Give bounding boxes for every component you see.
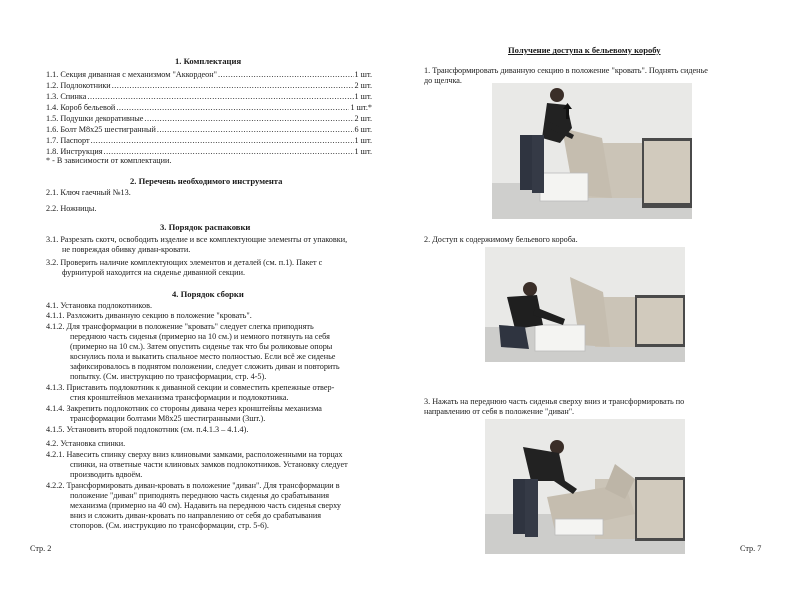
list-item: 1.8. Инструкция ..... 1 шт. xyxy=(46,147,372,157)
photo-step-2 xyxy=(485,247,685,362)
list-item: 1.3. Спинка ..... 1 шт. xyxy=(46,92,372,102)
paragraph: фурнитурой находится на сиденье диванной секции. xyxy=(62,268,245,277)
list-item: 2.1. Ключ гаечный №13. xyxy=(46,188,131,197)
photo-step-3 xyxy=(485,419,685,554)
photo-step-1 xyxy=(492,83,692,219)
step-1-text-cont: до щелчка. xyxy=(424,76,462,85)
paragraph: переднюю часть сиденья (примерно на 10 см.) и немного потянуть на себя xyxy=(70,332,330,341)
paragraph: 4.2.1. Навесить спинку сверху вниз клиновыми замками, расположенными на торцах xyxy=(46,450,343,459)
list-item: 1.1. Секция диванная с механизмом "Аккордеон" ..... 1 шт. xyxy=(46,70,372,80)
paragraph: попытку. (См. инструкцию по трансформации, стр. 4-5). xyxy=(70,372,267,381)
step-1-text: 1. Трансформировать диванную секцию в положение "кровать". Поднять сиденье xyxy=(424,66,708,75)
list-item: 1.2. Подлокотники ..... 2 шт. xyxy=(46,81,372,91)
paragraph: 4.1. Установка подлокотников. xyxy=(46,301,153,310)
step-3-text: 3. Нажать на переднюю часть сиденья сверху вниз и трансформировать по xyxy=(424,397,685,406)
right-page xyxy=(400,0,800,600)
section-4-title: 4. Порядок сборки xyxy=(172,289,244,299)
section-3-title: 3. Порядок распаковки xyxy=(160,222,251,232)
paragraph: коснулись пола и выкатить спальное место полностью. Если всё же сиденье xyxy=(70,352,336,361)
paragraph: стия кронштейнов механизма трансформации и подлокотника. xyxy=(70,393,289,402)
paragraph: 4.1.3. Приставить подлокотник к диванной секции и совместить крепежные отвер- xyxy=(46,383,335,392)
paragraph: механизма (примерно на 40 см). Надавить на переднюю часть сиденья сверху xyxy=(70,501,341,510)
footnote: * - В зависимости от комплектации. xyxy=(46,156,172,165)
list-item: 1.4. Короб бельевой ..... 1 шт.* xyxy=(46,103,372,113)
paragraph: стопоров. (См. инструкцию по трансформации, стр. 5-6). xyxy=(70,521,269,530)
page-number: Стр. 2 xyxy=(30,544,52,553)
paragraph: зафиксировалось в поднятом положении, следует сложить диван и повторить xyxy=(70,362,340,371)
section-1-title: 1. Комплектация xyxy=(175,56,242,66)
paragraph: 4.1.1. Разложить диванную секцию в положение "кровать". xyxy=(46,311,252,320)
paragraph: 4.2. Установка спинки. xyxy=(46,439,126,448)
page-title: Получение доступа к бельевому коробу xyxy=(508,45,661,55)
paragraph: 4.1.4. Закрепить подлокотник со стороны дивана через кронштейны механизма xyxy=(46,404,322,413)
paragraph: 3.2. Проверить наличие комплектующих элементов и деталей (см. п.1). Пакет с xyxy=(46,258,323,267)
list-item: 1.6. Болт М8х25 шестигранный ..... 6 шт. xyxy=(46,125,372,135)
paragraph: 4.1.5. Установить второй подлокотник (см. п.4.1.3 – 4.1.4). xyxy=(46,425,249,434)
list-item: 1.7. Паспорт ..... 1 шт. xyxy=(46,136,372,146)
paragraph: трансформации болтами М8х25 шестигранными (3шт.). xyxy=(70,414,266,423)
paragraph: вниз и сложить диван-кровать по направлению от себя до срабатывания xyxy=(70,511,322,520)
paragraph: 4.1.2. Для трансформации в положение "кровать" следует слегка приподнять xyxy=(46,322,314,331)
step-3-text-cont: направлению от себя в положение "диван". xyxy=(424,407,575,416)
paragraph: положение "диван" приподнять переднюю часть сиденья до срабатывания xyxy=(70,491,329,500)
section-2-title: 2. Перечень необходимого инструмента xyxy=(130,176,283,186)
paragraph: (примерно на 10 см.). Затем опустить сиденье так что бы роликовые опоры xyxy=(70,342,333,351)
page-number: Стр. 7 xyxy=(740,544,762,553)
list-item: 1.5. Подушки декоративные ..... 2 шт. xyxy=(46,114,372,124)
paragraph: не повреждая обивку диван-кровати. xyxy=(62,245,191,254)
paragraph: спинки, на ответные части клиновых замков подлокотников. Установку следует xyxy=(70,460,348,469)
paragraph: 4.2.2. Трансформировать диван-кровать в положение "диван". Для трансформации в xyxy=(46,481,340,490)
paragraph: производить вдвоём. xyxy=(70,470,143,479)
list-item: 2.2. Ножницы. xyxy=(46,204,97,213)
paragraph: 3.1. Разрезать скотч, освободить изделие и все комплектующие элементы от упаковки, xyxy=(46,235,348,244)
step-2-text: 2. Доступ к содержимому бельевого короба. xyxy=(424,235,578,244)
